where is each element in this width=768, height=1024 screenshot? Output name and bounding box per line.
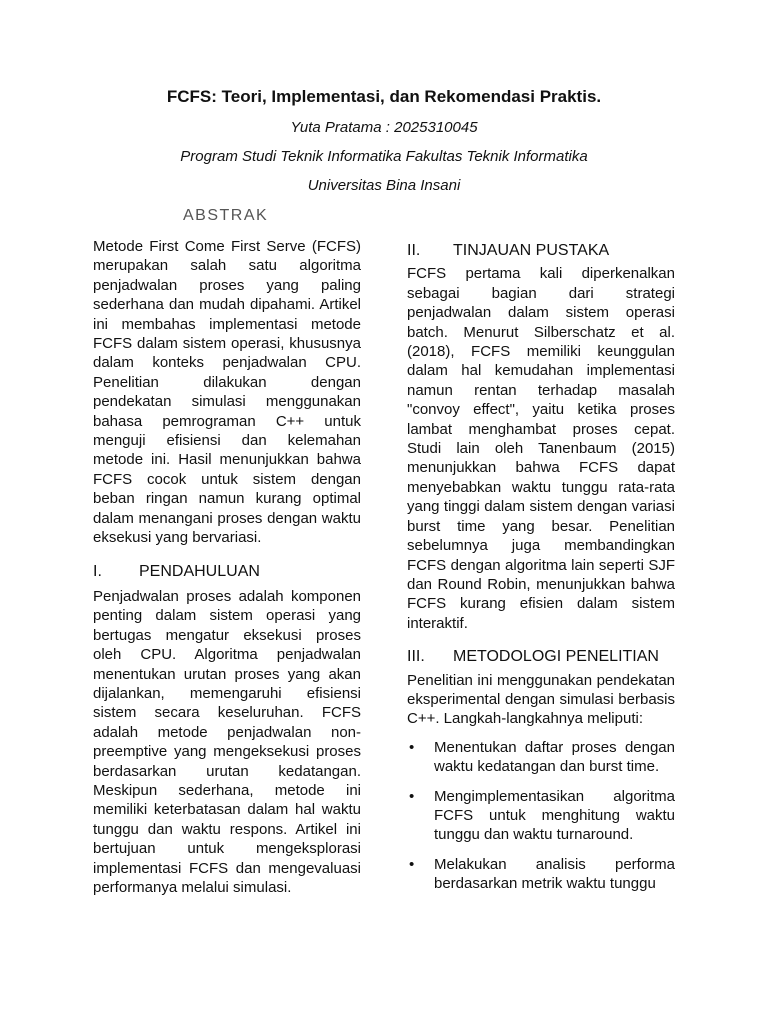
section-heading-metodologi	[407, 647, 675, 666]
list-item	[407, 855, 675, 894]
abstract-heading: ABSTRAK	[183, 207, 269, 224]
bullet-icon: •	[409, 787, 415, 805]
university-line: Universitas Bina Insani	[307, 177, 461, 194]
section-number: I.	[93, 562, 102, 580]
paper-title: FCFS: Teori, Implementasi, dan Rekomendasi Praktis.	[166, 87, 602, 106]
section-title: METODOLOGI PENELITIAN	[453, 648, 659, 666]
section-title: PENDAHULUAN	[139, 562, 260, 580]
list-item	[407, 787, 675, 845]
section-heading-tinjauan	[407, 241, 675, 260]
section-title: TINJAUAN PUSTAKA	[453, 242, 610, 259]
author-line: Yuta Pratama : 2025310045	[290, 119, 478, 136]
list-item	[407, 738, 675, 777]
abstract-text: Metode First Come First Serve (FCFS) merupakan salah satu algoritma penjadwalan proses yang paling sederhana dan mudah dipahami. Artikel ini membahas implementasi metode FCFS dalam sistem operasi, khususnya dalam konteks penjadwalan CPU. Penelitian dilakukan dengan pendekatan simulasi menggunakan bahasa pemrograman C++ untuk menguji efisiensi dan kelemahan metode ini. Hasil menunjukkan bahwa FCFS cocok untuk sistem dengan beban ringan namun kurang optimal dalam menangani proses dengan waktu eksekusi yang bervariasi.	[93, 238, 361, 547]
left-column	[93, 237, 361, 897]
right-column	[407, 241, 675, 894]
list-item-text: Menentukan daftar proses dengan waktu kedatangan dan burst time.	[434, 738, 675, 776]
metodologi-steps-list	[407, 738, 675, 894]
bullet-icon: •	[409, 855, 415, 873]
pendahuluan-text: Penjadwalan proses adalah komponen penting dalam sistem operasi yang bertugas mengatur eksekusi proses oleh CPU. Algoritma penjadwalan menentukan urutan proses yang akan dijalankan, memengaruhi efisiensi sistem secara keseluruhan. FCFS adalah metode penjadwalan non-preemptive yang mengeksekusi proses berdasarkan urutan kedatangan. Meskipun sederhana, metode ini memiliki keterbatasan dalam hal waktu tunggu dan waktu respons. Artikel ini bertujuan untuk mengeksplorasi implementasi FCFS dan mengevaluasi performanya melalui simulasi.	[93, 587, 361, 896]
list-item-text: Mengimplementasikan algoritma FCFS untuk menghitung waktu tunggu dan waktu turnaround.	[434, 787, 675, 844]
tinjauan-text: FCFS pertama kali diperkenalkan sebagai bagian dari strategi penjadwalan dalam sistem operasi batch. Menurut Silberschatz et al. (2018), FCFS memiliki keunggulan dalam hal kemudahan implementasi namun rentan terhadap masalah "convoy effect", yaitu ketika proses lambat menghambat proses cepat. Studi lain oleh Tanenbaum (2015) menunjukkan bahwa FCFS dapat menyebabkan waktu tunggu rata-rata yang tinggi dalam sistem dengan variasi burst time yang besar. Penelitian sebelumnya juga membandingkan FCFS dengan algoritma lain seperti SJF dan Round Robin, menunjukkan bahwa FCFS kurang efisien dalam sistem interaktif.	[407, 265, 675, 632]
metodologi-text: Penelitian ini menggunakan pendekatan eksperimental dengan simulasi berbasis C++. Langkah-langkahnya meliputi:	[407, 671, 675, 728]
list-item-text: Melakukan analisis performa berdasarkan metrik waktu tunggu	[434, 855, 675, 893]
section-number: II.	[407, 242, 421, 259]
affiliation-line: Program Studi Teknik Informatika Fakultas Teknik Informatika	[180, 148, 588, 165]
section-heading-pendahuluan	[93, 562, 361, 581]
bullet-icon: •	[409, 738, 415, 756]
section-number: III.	[407, 648, 425, 666]
